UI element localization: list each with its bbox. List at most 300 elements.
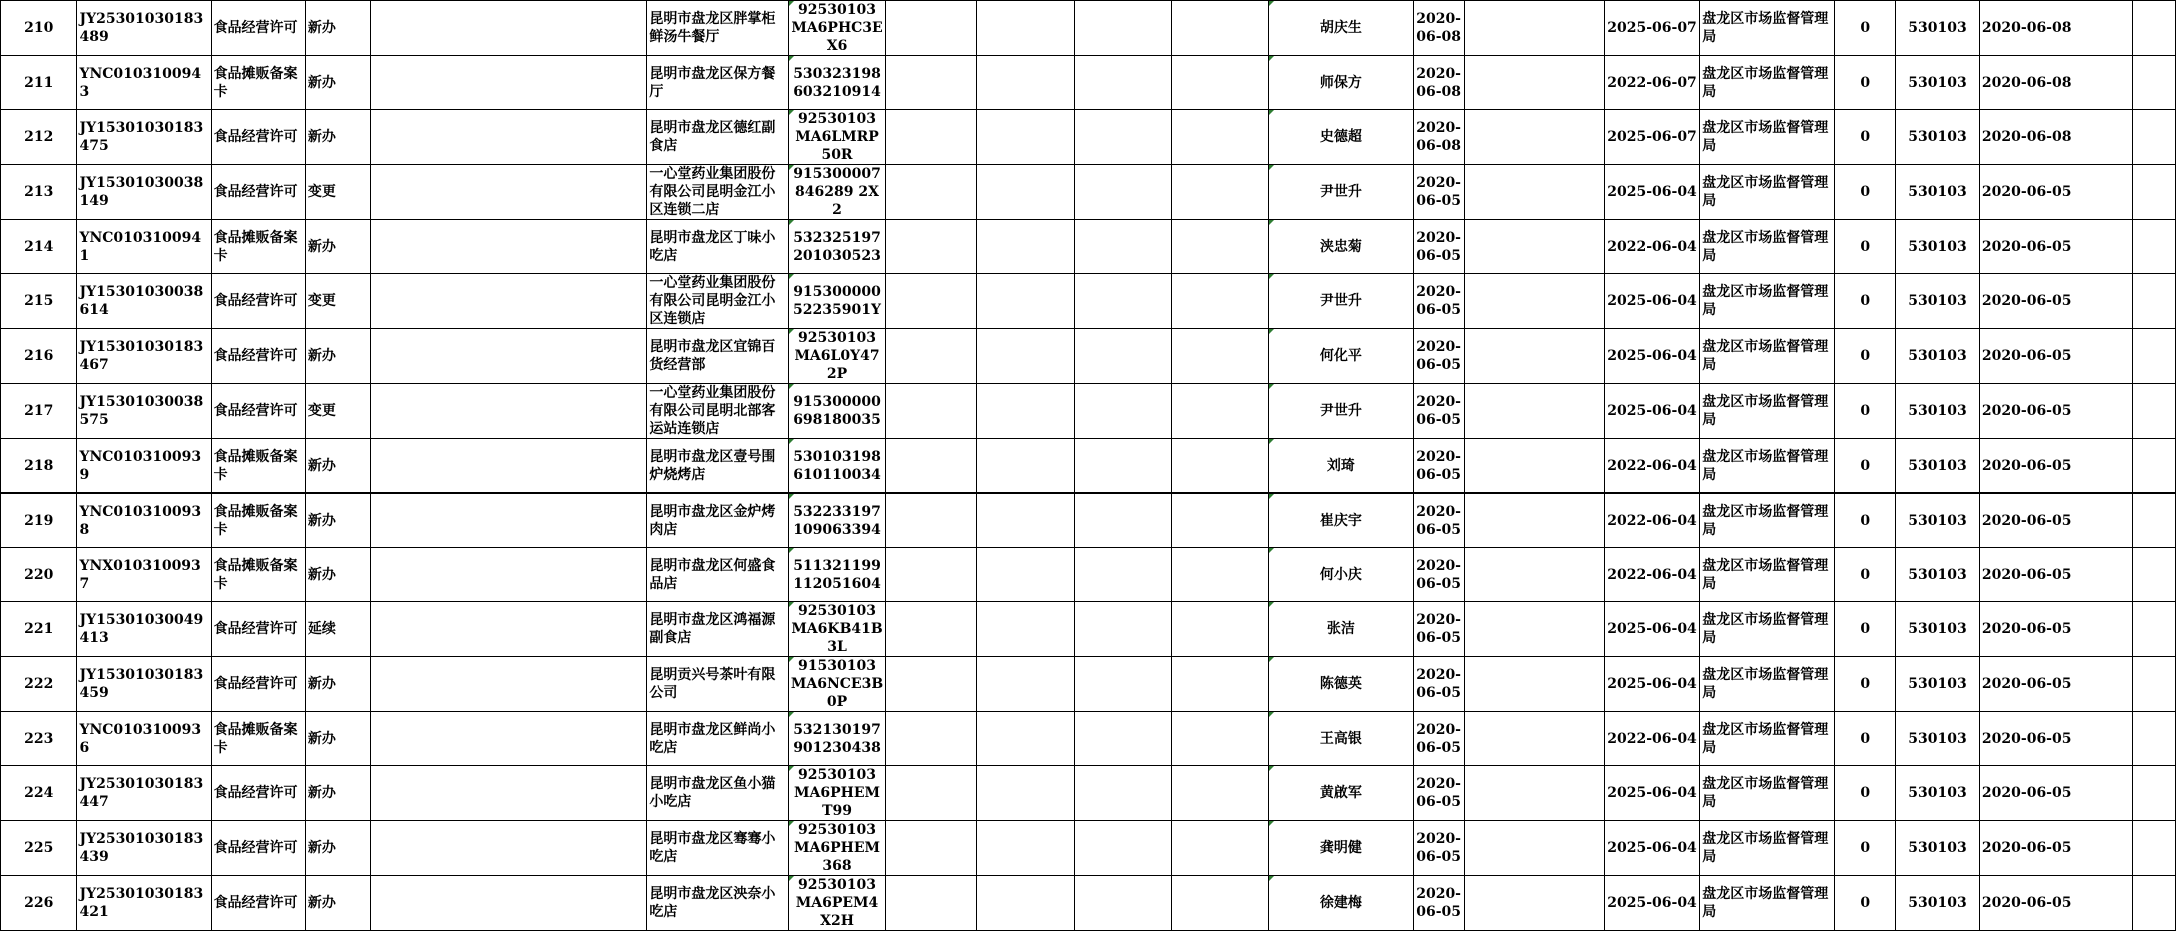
blank-cell[interactable] (2132, 766, 2175, 821)
issue-date-cell[interactable]: 2020-06-05 (1414, 384, 1464, 439)
expiry-date-cell[interactable]: 2025-06-04 (1604, 165, 1699, 220)
update-date-cell[interactable]: 2020-06-05 (1979, 766, 2132, 821)
license-type-cell[interactable]: 食品经营许可 (211, 384, 305, 439)
license-no-cell[interactable]: YNC0103100939 (77, 439, 211, 494)
status-cell[interactable]: 0 (1835, 766, 1896, 821)
seq-cell[interactable]: 210 (1, 1, 77, 56)
status-cell[interactable]: 0 (1835, 657, 1896, 712)
authority-cell[interactable]: 盘龙区市场监督管理局 (1700, 384, 1835, 439)
credit-code-cell[interactable]: 92530103MA6KB41B3L (788, 602, 885, 657)
blank-cell[interactable] (1172, 220, 1268, 274)
blank-cell[interactable] (1464, 712, 1604, 766)
business-name-cell[interactable]: 一心堂药业集团股份有限公司昆明北部客运站连锁店 (647, 384, 788, 439)
blank-cell[interactable] (886, 329, 977, 384)
credit-code-cell[interactable]: 92530103MA6L0Y472P (788, 329, 885, 384)
blank-cell[interactable] (370, 548, 647, 602)
credit-code-cell[interactable]: 92530103MA6PEM4X2H (788, 876, 885, 931)
issue-date-cell[interactable]: 2020-06-08 (1414, 110, 1464, 165)
blank-cell[interactable] (1464, 766, 1604, 821)
blank-cell[interactable] (1074, 712, 1171, 766)
seq-cell[interactable]: 212 (1, 110, 77, 165)
update-date-cell[interactable]: 2020-06-08 (1979, 1, 2132, 56)
status-cell[interactable]: 0 (1835, 1, 1896, 56)
license-no-cell[interactable]: YNC0103100943 (77, 56, 211, 110)
expiry-date-cell[interactable]: 2025-06-04 (1604, 657, 1699, 712)
credit-code-cell[interactable]: 530103198610110034 (788, 439, 885, 494)
area-code-cell[interactable]: 530103 (1896, 657, 1980, 712)
blank-cell[interactable] (1074, 384, 1171, 439)
business-name-cell[interactable]: 昆明市盘龙区鸿福源副食店 (647, 602, 788, 657)
legal-person-cell[interactable]: 龚明健 (1268, 821, 1414, 876)
update-date-cell[interactable]: 2020-06-05 (1979, 712, 2132, 766)
business-name-cell[interactable]: 昆明市盘龙区金炉烤肉店 (647, 493, 788, 548)
status-cell[interactable]: 0 (1835, 493, 1896, 548)
blank-cell[interactable] (886, 384, 977, 439)
credit-code-cell[interactable]: 532233197109063394 (788, 493, 885, 548)
credit-code-cell[interactable]: 91530103MA6NCE3B0P (788, 657, 885, 712)
blank-cell[interactable] (977, 712, 1074, 766)
blank-cell[interactable] (2132, 56, 2175, 110)
status-cell[interactable]: 0 (1835, 602, 1896, 657)
action-cell[interactable]: 新办 (305, 329, 370, 384)
blank-cell[interactable] (2132, 876, 2175, 931)
blank-cell[interactable] (1172, 384, 1268, 439)
blank-cell[interactable] (1074, 165, 1171, 220)
blank-cell[interactable] (886, 274, 977, 329)
action-cell[interactable]: 新办 (305, 876, 370, 931)
authority-cell[interactable]: 盘龙区市场监督管理局 (1700, 56, 1835, 110)
issue-date-cell[interactable]: 2020-06-05 (1414, 220, 1464, 274)
issue-date-cell[interactable]: 2020-06-05 (1414, 657, 1464, 712)
blank-cell[interactable] (1074, 1, 1171, 56)
blank-cell[interactable] (977, 274, 1074, 329)
issue-date-cell[interactable]: 2020-06-05 (1414, 439, 1464, 494)
seq-cell[interactable]: 223 (1, 712, 77, 766)
issue-date-cell[interactable]: 2020-06-05 (1414, 766, 1464, 821)
issue-date-cell[interactable]: 2020-06-05 (1414, 165, 1464, 220)
area-code-cell[interactable]: 530103 (1896, 329, 1980, 384)
expiry-date-cell[interactable]: 2022-06-07 (1604, 56, 1699, 110)
authority-cell[interactable]: 盘龙区市场监督管理局 (1700, 821, 1835, 876)
blank-cell[interactable] (1464, 493, 1604, 548)
credit-code-cell[interactable]: 92530103MA6PHC3EX6 (788, 1, 885, 56)
authority-cell[interactable]: 盘龙区市场监督管理局 (1700, 493, 1835, 548)
area-code-cell[interactable]: 530103 (1896, 766, 1980, 821)
blank-cell[interactable] (977, 548, 1074, 602)
blank-cell[interactable] (1464, 657, 1604, 712)
blank-cell[interactable] (2132, 384, 2175, 439)
business-name-cell[interactable]: 昆明市盘龙区鲜尚小吃店 (647, 712, 788, 766)
blank-cell[interactable] (1074, 110, 1171, 165)
status-cell[interactable]: 0 (1835, 165, 1896, 220)
blank-cell[interactable] (2132, 548, 2175, 602)
blank-cell[interactable] (1074, 876, 1171, 931)
blank-cell[interactable] (886, 110, 977, 165)
blank-cell[interactable] (977, 821, 1074, 876)
blank-cell[interactable] (370, 493, 647, 548)
action-cell[interactable]: 新办 (305, 821, 370, 876)
blank-cell[interactable] (977, 602, 1074, 657)
authority-cell[interactable]: 盘龙区市场监督管理局 (1700, 220, 1835, 274)
legal-person-cell[interactable]: 尹世升 (1268, 274, 1414, 329)
license-no-cell[interactable]: YNX0103100937 (77, 548, 211, 602)
license-type-cell[interactable]: 食品经营许可 (211, 1, 305, 56)
business-name-cell[interactable]: 昆明市盘龙区宜锦百货经营部 (647, 329, 788, 384)
authority-cell[interactable]: 盘龙区市场监督管理局 (1700, 1, 1835, 56)
business-name-cell[interactable]: 昆明市盘龙区鱼小猫小吃店 (647, 766, 788, 821)
business-name-cell[interactable]: 昆明市盘龙区保方餐厅 (647, 56, 788, 110)
issue-date-cell[interactable]: 2020-06-05 (1414, 329, 1464, 384)
action-cell[interactable]: 延续 (305, 602, 370, 657)
blank-cell[interactable] (1172, 548, 1268, 602)
license-type-cell[interactable]: 食品经营许可 (211, 876, 305, 931)
expiry-date-cell[interactable]: 2025-06-04 (1604, 821, 1699, 876)
license-type-cell[interactable]: 食品经营许可 (211, 821, 305, 876)
license-no-cell[interactable]: YNC0103100941 (77, 220, 211, 274)
blank-cell[interactable] (886, 821, 977, 876)
blank-cell[interactable] (977, 384, 1074, 439)
legal-person-cell[interactable]: 何小庆 (1268, 548, 1414, 602)
blank-cell[interactable] (1172, 657, 1268, 712)
blank-cell[interactable] (1172, 56, 1268, 110)
blank-cell[interactable] (1172, 110, 1268, 165)
business-name-cell[interactable]: 昆明贡兴号茶叶有限公司 (647, 657, 788, 712)
blank-cell[interactable] (1074, 439, 1171, 494)
blank-cell[interactable] (370, 1, 647, 56)
license-no-cell[interactable]: JY15301030038614 (77, 274, 211, 329)
authority-cell[interactable]: 盘龙区市场监督管理局 (1700, 329, 1835, 384)
blank-cell[interactable] (2132, 165, 2175, 220)
blank-cell[interactable] (1074, 821, 1171, 876)
expiry-date-cell[interactable]: 2025-06-07 (1604, 1, 1699, 56)
credit-code-cell[interactable]: 91530000052235901Y (788, 274, 885, 329)
action-cell[interactable]: 新办 (305, 56, 370, 110)
license-no-cell[interactable]: JY15301030183467 (77, 329, 211, 384)
blank-cell[interactable] (1464, 165, 1604, 220)
business-name-cell[interactable]: 昆明市盘龙区何盛食品店 (647, 548, 788, 602)
legal-person-cell[interactable]: 张洁 (1268, 602, 1414, 657)
license-type-cell[interactable]: 食品经营许可 (211, 274, 305, 329)
area-code-cell[interactable]: 530103 (1896, 1, 1980, 56)
area-code-cell[interactable]: 530103 (1896, 274, 1980, 329)
area-code-cell[interactable]: 530103 (1896, 439, 1980, 494)
blank-cell[interactable] (977, 876, 1074, 931)
license-type-cell[interactable]: 食品经营许可 (211, 110, 305, 165)
status-cell[interactable]: 0 (1835, 274, 1896, 329)
blank-cell[interactable] (370, 657, 647, 712)
blank-cell[interactable] (1464, 876, 1604, 931)
authority-cell[interactable]: 盘龙区市场监督管理局 (1700, 602, 1835, 657)
credit-code-cell[interactable]: 532325197201030523 (788, 220, 885, 274)
blank-cell[interactable] (370, 274, 647, 329)
update-date-cell[interactable]: 2020-06-05 (1979, 548, 2132, 602)
business-name-cell[interactable]: 昆明市盘龙区壹号围炉烧烤店 (647, 439, 788, 494)
blank-cell[interactable] (2132, 493, 2175, 548)
status-cell[interactable]: 0 (1835, 876, 1896, 931)
blank-cell[interactable] (1464, 110, 1604, 165)
blank-cell[interactable] (1172, 876, 1268, 931)
blank-cell[interactable] (1464, 329, 1604, 384)
blank-cell[interactable] (1464, 56, 1604, 110)
update-date-cell[interactable]: 2020-06-05 (1979, 439, 2132, 494)
expiry-date-cell[interactable]: 2025-06-04 (1604, 274, 1699, 329)
license-type-cell[interactable]: 食品摊贩备案卡 (211, 548, 305, 602)
seq-cell[interactable]: 222 (1, 657, 77, 712)
legal-person-cell[interactable]: 师保方 (1268, 56, 1414, 110)
authority-cell[interactable]: 盘龙区市场监督管理局 (1700, 439, 1835, 494)
blank-cell[interactable] (1172, 766, 1268, 821)
blank-cell[interactable] (1074, 657, 1171, 712)
license-type-cell[interactable]: 食品摊贩备案卡 (211, 493, 305, 548)
update-date-cell[interactable]: 2020-06-08 (1979, 110, 2132, 165)
update-date-cell[interactable]: 2020-06-05 (1979, 602, 2132, 657)
issue-date-cell[interactable]: 2020-06-05 (1414, 712, 1464, 766)
area-code-cell[interactable]: 530103 (1896, 493, 1980, 548)
expiry-date-cell[interactable]: 2022-06-04 (1604, 712, 1699, 766)
license-no-cell[interactable]: JY15301030038575 (77, 384, 211, 439)
status-cell[interactable]: 0 (1835, 439, 1896, 494)
blank-cell[interactable] (370, 56, 647, 110)
action-cell[interactable]: 新办 (305, 548, 370, 602)
issue-date-cell[interactable]: 2020-06-05 (1414, 493, 1464, 548)
blank-cell[interactable] (977, 329, 1074, 384)
license-no-cell[interactable]: JY15301030183475 (77, 110, 211, 165)
update-date-cell[interactable]: 2020-06-05 (1979, 165, 2132, 220)
blank-cell[interactable] (1074, 329, 1171, 384)
blank-cell[interactable] (370, 165, 647, 220)
expiry-date-cell[interactable]: 2025-06-04 (1604, 876, 1699, 931)
blank-cell[interactable] (977, 493, 1074, 548)
seq-cell[interactable]: 214 (1, 220, 77, 274)
business-name-cell[interactable]: 昆明市盘龙区胖掌柜鲜汤牛餐厅 (647, 1, 788, 56)
business-name-cell[interactable]: 昆明市盘龙区德红副食店 (647, 110, 788, 165)
blank-cell[interactable] (1172, 329, 1268, 384)
license-type-cell[interactable]: 食品经营许可 (211, 165, 305, 220)
blank-cell[interactable] (1172, 165, 1268, 220)
action-cell[interactable]: 新办 (305, 439, 370, 494)
blank-cell[interactable] (977, 56, 1074, 110)
expiry-date-cell[interactable]: 2025-06-04 (1604, 329, 1699, 384)
authority-cell[interactable]: 盘龙区市场监督管理局 (1700, 165, 1835, 220)
area-code-cell[interactable]: 530103 (1896, 384, 1980, 439)
area-code-cell[interactable]: 530103 (1896, 220, 1980, 274)
credit-code-cell[interactable]: 92530103MA6PHEMT99 (788, 766, 885, 821)
seq-cell[interactable]: 221 (1, 602, 77, 657)
update-date-cell[interactable]: 2020-06-05 (1979, 274, 2132, 329)
issue-date-cell[interactable]: 2020-06-05 (1414, 548, 1464, 602)
blank-cell[interactable] (886, 766, 977, 821)
action-cell[interactable]: 变更 (305, 165, 370, 220)
license-type-cell[interactable]: 食品经营许可 (211, 602, 305, 657)
area-code-cell[interactable]: 530103 (1896, 602, 1980, 657)
blank-cell[interactable] (886, 712, 977, 766)
area-code-cell[interactable]: 530103 (1896, 712, 1980, 766)
action-cell[interactable]: 新办 (305, 1, 370, 56)
license-type-cell[interactable]: 食品摊贩备案卡 (211, 439, 305, 494)
blank-cell[interactable] (1464, 1, 1604, 56)
blank-cell[interactable] (1464, 821, 1604, 876)
blank-cell[interactable] (886, 493, 977, 548)
area-code-cell[interactable]: 530103 (1896, 56, 1980, 110)
legal-person-cell[interactable]: 黄啟军 (1268, 766, 1414, 821)
license-no-cell[interactable]: JY25301030183421 (77, 876, 211, 931)
blank-cell[interactable] (977, 657, 1074, 712)
seq-cell[interactable]: 218 (1, 439, 77, 494)
license-type-cell[interactable]: 食品摊贩备案卡 (211, 220, 305, 274)
status-cell[interactable]: 0 (1835, 110, 1896, 165)
blank-cell[interactable] (1074, 493, 1171, 548)
blank-cell[interactable] (977, 1, 1074, 56)
issue-date-cell[interactable]: 2020-06-05 (1414, 876, 1464, 931)
status-cell[interactable]: 0 (1835, 548, 1896, 602)
credit-code-cell[interactable]: 530323198603210914 (788, 56, 885, 110)
status-cell[interactable]: 0 (1835, 329, 1896, 384)
action-cell[interactable]: 新办 (305, 110, 370, 165)
legal-person-cell[interactable]: 王高银 (1268, 712, 1414, 766)
update-date-cell[interactable]: 2020-06-05 (1979, 329, 2132, 384)
blank-cell[interactable] (886, 876, 977, 931)
status-cell[interactable]: 0 (1835, 384, 1896, 439)
update-date-cell[interactable]: 2020-06-05 (1979, 384, 2132, 439)
authority-cell[interactable]: 盘龙区市场监督管理局 (1700, 548, 1835, 602)
credit-code-cell[interactable]: 532130197901230438 (788, 712, 885, 766)
blank-cell[interactable] (977, 165, 1074, 220)
action-cell[interactable]: 新办 (305, 657, 370, 712)
action-cell[interactable]: 新办 (305, 220, 370, 274)
issue-date-cell[interactable]: 2020-06-05 (1414, 274, 1464, 329)
seq-cell[interactable]: 224 (1, 766, 77, 821)
blank-cell[interactable] (1464, 274, 1604, 329)
blank-cell[interactable] (1172, 712, 1268, 766)
blank-cell[interactable] (2132, 602, 2175, 657)
action-cell[interactable]: 变更 (305, 384, 370, 439)
blank-cell[interactable] (886, 548, 977, 602)
area-code-cell[interactable]: 530103 (1896, 876, 1980, 931)
blank-cell[interactable] (370, 821, 647, 876)
update-date-cell[interactable]: 2020-06-08 (1979, 56, 2132, 110)
update-date-cell[interactable]: 2020-06-05 (1979, 493, 2132, 548)
license-no-cell[interactable]: YNC0103100938 (77, 493, 211, 548)
status-cell[interactable]: 0 (1835, 56, 1896, 110)
blank-cell[interactable] (1172, 493, 1268, 548)
blank-cell[interactable] (1464, 548, 1604, 602)
business-name-cell[interactable]: 昆明市盘龙区泱奈小吃店 (647, 876, 788, 931)
blank-cell[interactable] (1464, 602, 1604, 657)
status-cell[interactable]: 0 (1835, 821, 1896, 876)
blank-cell[interactable] (977, 220, 1074, 274)
blank-cell[interactable] (1074, 548, 1171, 602)
business-name-cell[interactable]: 一心堂药业集团股份有限公司昆明金江小区连锁二店 (647, 165, 788, 220)
update-date-cell[interactable]: 2020-06-05 (1979, 876, 2132, 931)
credit-code-cell[interactable]: 92530103MA6LMRP50R (788, 110, 885, 165)
license-type-cell[interactable]: 食品摊贩备案卡 (211, 56, 305, 110)
blank-cell[interactable] (977, 110, 1074, 165)
expiry-date-cell[interactable]: 2022-06-04 (1604, 220, 1699, 274)
legal-person-cell[interactable]: 徐建梅 (1268, 876, 1414, 931)
authority-cell[interactable]: 盘龙区市场监督管理局 (1700, 110, 1835, 165)
area-code-cell[interactable]: 530103 (1896, 110, 1980, 165)
blank-cell[interactable] (370, 602, 647, 657)
expiry-date-cell[interactable]: 2022-06-04 (1604, 439, 1699, 494)
blank-cell[interactable] (1172, 439, 1268, 494)
authority-cell[interactable]: 盘龙区市场监督管理局 (1700, 274, 1835, 329)
blank-cell[interactable] (1172, 602, 1268, 657)
blank-cell[interactable] (1074, 274, 1171, 329)
status-cell[interactable]: 0 (1835, 220, 1896, 274)
blank-cell[interactable] (1074, 220, 1171, 274)
blank-cell[interactable] (1074, 56, 1171, 110)
authority-cell[interactable]: 盘龙区市场监督管理局 (1700, 876, 1835, 931)
seq-cell[interactable]: 211 (1, 56, 77, 110)
issue-date-cell[interactable]: 2020-06-05 (1414, 821, 1464, 876)
license-no-cell[interactable]: JY25301030183439 (77, 821, 211, 876)
seq-cell[interactable]: 213 (1, 165, 77, 220)
expiry-date-cell[interactable]: 2025-06-04 (1604, 384, 1699, 439)
license-type-cell[interactable]: 食品经营许可 (211, 657, 305, 712)
blank-cell[interactable] (370, 384, 647, 439)
blank-cell[interactable] (886, 657, 977, 712)
expiry-date-cell[interactable]: 2025-06-04 (1604, 602, 1699, 657)
legal-person-cell[interactable]: 尹世升 (1268, 165, 1414, 220)
authority-cell[interactable]: 盘龙区市场监督管理局 (1700, 766, 1835, 821)
action-cell[interactable]: 变更 (305, 274, 370, 329)
seq-cell[interactable]: 220 (1, 548, 77, 602)
blank-cell[interactable] (1172, 1, 1268, 56)
license-type-cell[interactable]: 食品经营许可 (211, 329, 305, 384)
business-name-cell[interactable]: 昆明市盘龙区丁味小吃店 (647, 220, 788, 274)
blank-cell[interactable] (1172, 274, 1268, 329)
blank-cell[interactable] (370, 110, 647, 165)
authority-cell[interactable]: 盘龙区市场监督管理局 (1700, 712, 1835, 766)
blank-cell[interactable] (2132, 712, 2175, 766)
legal-person-cell[interactable]: 刘琦 (1268, 439, 1414, 494)
blank-cell[interactable] (977, 766, 1074, 821)
seq-cell[interactable]: 219 (1, 493, 77, 548)
credit-code-cell[interactable]: 92530103MA6PHEM368 (788, 821, 885, 876)
legal-person-cell[interactable]: 尹世升 (1268, 384, 1414, 439)
seq-cell[interactable]: 215 (1, 274, 77, 329)
blank-cell[interactable] (370, 439, 647, 494)
blank-cell[interactable] (370, 766, 647, 821)
area-code-cell[interactable]: 530103 (1896, 165, 1980, 220)
action-cell[interactable]: 新办 (305, 766, 370, 821)
expiry-date-cell[interactable]: 2022-06-04 (1604, 493, 1699, 548)
seq-cell[interactable]: 225 (1, 821, 77, 876)
blank-cell[interactable] (2132, 110, 2175, 165)
status-cell[interactable]: 0 (1835, 712, 1896, 766)
action-cell[interactable]: 新办 (305, 712, 370, 766)
blank-cell[interactable] (977, 439, 1074, 494)
blank-cell[interactable] (370, 220, 647, 274)
authority-cell[interactable]: 盘龙区市场监督管理局 (1700, 657, 1835, 712)
blank-cell[interactable] (2132, 439, 2175, 494)
area-code-cell[interactable]: 530103 (1896, 821, 1980, 876)
credit-code-cell[interactable]: 511321199112051604 (788, 548, 885, 602)
seq-cell[interactable]: 216 (1, 329, 77, 384)
license-type-cell[interactable]: 食品摊贩备案卡 (211, 712, 305, 766)
license-no-cell[interactable]: JY25301030183447 (77, 766, 211, 821)
blank-cell[interactable] (886, 439, 977, 494)
blank-cell[interactable] (2132, 329, 2175, 384)
blank-cell[interactable] (886, 1, 977, 56)
license-no-cell[interactable]: JY15301030038149 (77, 165, 211, 220)
blank-cell[interactable] (886, 220, 977, 274)
expiry-date-cell[interactable]: 2022-06-04 (1604, 548, 1699, 602)
legal-person-cell[interactable]: 胡庆生 (1268, 1, 1414, 56)
blank-cell[interactable] (1172, 821, 1268, 876)
update-date-cell[interactable]: 2020-06-05 (1979, 821, 2132, 876)
blank-cell[interactable] (370, 876, 647, 931)
